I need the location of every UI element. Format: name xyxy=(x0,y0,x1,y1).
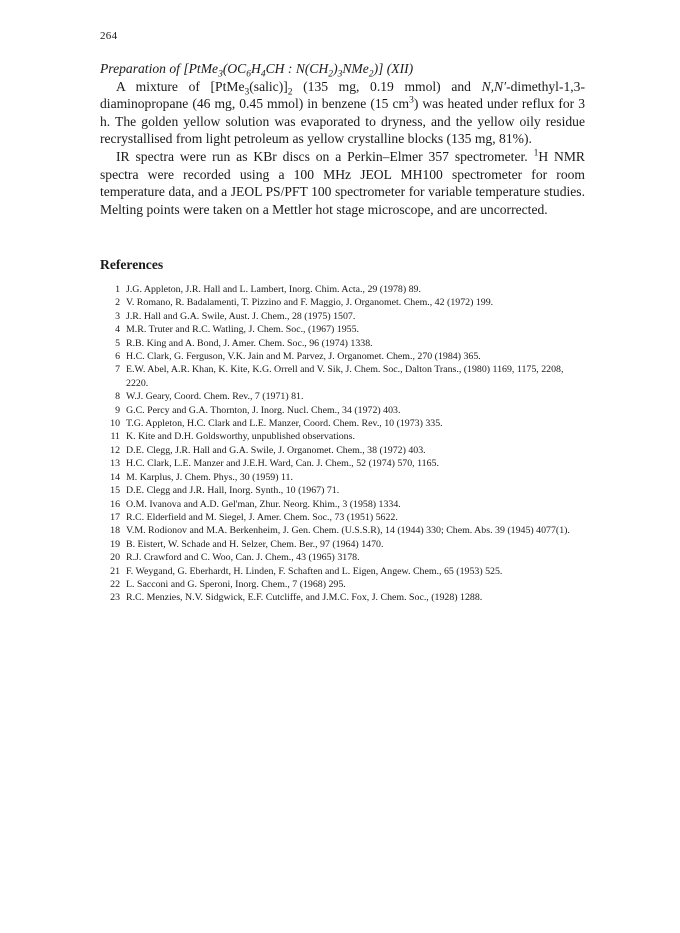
title-part: H xyxy=(251,61,261,76)
reference-number: 13 xyxy=(110,458,120,470)
text-run: H NMR spectra were recorded using a 100 MHz JEOL MH100 spectrometer for room temperature data, and a JEOL PS/PFT 100 spectrometer for variable temperature studies. Melting points were taken on a Mettler hot stage microscope, and are uncorrected. xyxy=(100,148,586,217)
reference-item xyxy=(100,417,585,430)
reference-text: J.R. Hall and G.A. Swile, Aust. J. Chem., 28 (1975) 1507. xyxy=(126,310,356,322)
reference-text: R.J. Crawford and C. Woo, Can. J. Chem., 43 (1965) 3178. xyxy=(126,552,360,564)
reference-text: O.M. Ivanova and A.D. Gel'man, Zhur. Neorg. Khim., 3 (1958) 1334. xyxy=(126,498,401,510)
reference-item xyxy=(100,444,585,457)
reference-text: R.C. Elderfield and M. Siegel, J. Amer. Chem. Soc., 73 (1951) 5622. xyxy=(126,511,398,523)
title-part: (OC xyxy=(222,61,247,76)
reference-number: 15 xyxy=(110,485,120,497)
title-part: CH : N(CH xyxy=(265,61,329,76)
superscript: 3 xyxy=(409,95,414,106)
reference-item xyxy=(100,337,585,350)
reference-text: R.C. Menzies, N.V. Sidgwick, E.F. Cutcliffe, and J.M.C. Fox, J. Chem. Soc., (1928) 1288. xyxy=(126,592,483,604)
reference-item xyxy=(100,457,585,470)
reference-text: F. Weygand, G. Eberhardt, H. Linden, F. Schaften and L. Eigen, Angew. Chem., 65 (1953) 525. xyxy=(126,565,503,577)
page-number: 264 xyxy=(100,30,118,42)
reference-item xyxy=(100,296,585,309)
reference-text: D.E. Clegg and J.R. Hall, Inorg. Synth., 10 (1967) 71. xyxy=(126,485,340,497)
reference-number: 23 xyxy=(110,592,120,604)
reference-text: D.E. Clegg, J.R. Hall and G.A. Swile, J. Organomet. Chem., 38 (1972) 403. xyxy=(126,444,426,456)
reference-number: 17 xyxy=(110,511,120,523)
reference-number: 11 xyxy=(110,431,120,443)
title-part: ) xyxy=(333,61,338,76)
reference-text: B. Eistert, W. Schade and H. Selzer, Chem. Ber., 97 (1964) 1470. xyxy=(126,538,384,550)
reference-number: 12 xyxy=(110,444,120,456)
reference-text: V. Romano, R. Badalamenti, T. Pizzino and F. Maggio, J. Organomet. Chem., 42 (1972) 199. xyxy=(126,297,494,309)
reference-text: M. Karplus, J. Chem. Phys., 30 (1959) 11. xyxy=(126,471,293,483)
reference-number: 20 xyxy=(110,552,120,564)
reference-number: 18 xyxy=(110,525,120,537)
reference-item xyxy=(100,310,585,323)
reference-number: 1 xyxy=(115,284,120,295)
references-list xyxy=(100,283,585,605)
text-run: -dimethyl-1,3-diaminopropane (46 mg, 0.45 mmol) in benzene (15 cm xyxy=(100,78,585,112)
references-heading: References xyxy=(100,257,164,272)
reference-text: T.G. Appleton, H.C. Clark and L.E. Manzer, Coord. Chem. Rev., 10 (1973) 335. xyxy=(126,418,443,430)
reference-item xyxy=(100,430,585,443)
italic-run: N,N′ xyxy=(481,78,507,94)
reference-item xyxy=(100,350,585,363)
title-part: )] (XII) xyxy=(373,61,414,76)
reference-number: 14 xyxy=(110,471,120,483)
reference-item xyxy=(100,578,585,591)
reference-number: 19 xyxy=(110,538,120,550)
title-subscript: 3 xyxy=(218,69,223,80)
text-run: ) was heated under reflux for 3 h. The golden yellow solution was evaporated to dryness, and the yellow oily residue recrystallised from light petroleum as yellow crystalline blocks (135 mg, 81%). xyxy=(100,96,585,147)
reference-number: 7 xyxy=(115,364,120,376)
title-subscript: 3 xyxy=(337,69,343,80)
reference-text: G.C. Percy and G.A. Thornton, J. Inorg. Nucl. Chem., 34 (1972) 403. xyxy=(126,404,401,416)
title-part: Preparation of [PtMe xyxy=(100,61,219,76)
reference-text: H.C. Clark, G. Ferguson, V.K. Jain and M. Parvez, J. Organomet. Chem., 270 (1984) 365. xyxy=(126,351,481,363)
reference-number: 10 xyxy=(110,418,120,430)
reference-text: R.B. King and A. Bond, J. Amer. Chem. Soc., 96 (1974) 1338. xyxy=(126,337,373,349)
reference-number: 5 xyxy=(115,337,120,349)
reference-number: 9 xyxy=(115,404,120,416)
reference-item xyxy=(100,511,585,524)
reference-item xyxy=(100,565,585,578)
reference-item xyxy=(100,538,585,551)
preparation-paragraph xyxy=(100,78,585,148)
subscript: 3 xyxy=(244,87,250,98)
reference-item xyxy=(100,323,585,336)
reference-number: 4 xyxy=(115,324,120,336)
superscript: 1 xyxy=(533,148,539,159)
reference-text: L. Sacconi and G. Speroni, Inorg. Chem., 7 (1968) 295. xyxy=(126,578,346,590)
reference-item xyxy=(100,484,585,497)
reference-item xyxy=(100,471,585,484)
reference-text: E.W. Abel, A.R. Khan, K. Kite, K.G. Orrell and V. Sik, J. Chem. Soc., Dalton Trans., (1980) 1169, 1175, 2208, 2220. xyxy=(126,364,564,389)
reference-number: 21 xyxy=(110,565,120,577)
reference-item xyxy=(100,498,585,511)
reference-item xyxy=(100,404,585,417)
reference-number: 3 xyxy=(115,310,120,322)
reference-text: K. Kite and D.H. Goldsworthy, unpublished observations. xyxy=(126,431,355,443)
reference-text: W.J. Geary, Coord. Chem. Rev., 7 (1971) 81. xyxy=(126,391,304,403)
title-subscript: 2 xyxy=(368,69,374,80)
title-subscript: 2 xyxy=(328,69,334,80)
reference-item xyxy=(100,283,585,296)
reference-item xyxy=(100,591,585,604)
reference-number: 16 xyxy=(110,498,120,510)
reference-item xyxy=(100,390,585,403)
text-run: IR spectra were run as KBr discs on a Perkin–Elmer 357 spectrometer. xyxy=(116,148,534,164)
text-run: (135 mg, 0.19 mmol) and xyxy=(292,78,482,94)
text-run: A mixture of [PtMe xyxy=(116,78,245,94)
title-subscript: 6 xyxy=(246,69,252,80)
reference-text: V.M. Rodionov and M.A. Berkenheim, J. Gen. Chem. (U.S.S.R), 14 (1944) 330; Chem. Abs. 39 (1945) 4077(1). xyxy=(126,525,570,537)
title-part: NMe xyxy=(342,61,369,76)
title-subscript: 4 xyxy=(260,69,266,80)
reference-text: J.G. Appleton, J.R. Hall and L. Lambert, Inorg. Chim. Acta., 29 (1978) 89. xyxy=(126,284,421,295)
text-run: (salic)] xyxy=(249,78,288,94)
methods-paragraph xyxy=(100,148,585,218)
reference-number: 8 xyxy=(115,391,120,403)
body-text xyxy=(100,60,585,218)
section-title xyxy=(100,60,585,78)
reference-number: 2 xyxy=(115,297,120,309)
reference-item xyxy=(100,524,585,537)
reference-text: M.R. Truter and R.C. Watling, J. Chem. Soc., (1967) 1955. xyxy=(126,324,360,336)
reference-item xyxy=(100,363,585,390)
reference-number: 22 xyxy=(110,578,120,590)
subscript: 2 xyxy=(287,87,293,98)
reference-number: 6 xyxy=(115,351,120,363)
reference-text: H.C. Clark, L.E. Manzer and J.E.H. Ward, Can. J. Chem., 52 (1974) 570, 1165. xyxy=(126,458,439,470)
reference-item xyxy=(100,551,585,564)
